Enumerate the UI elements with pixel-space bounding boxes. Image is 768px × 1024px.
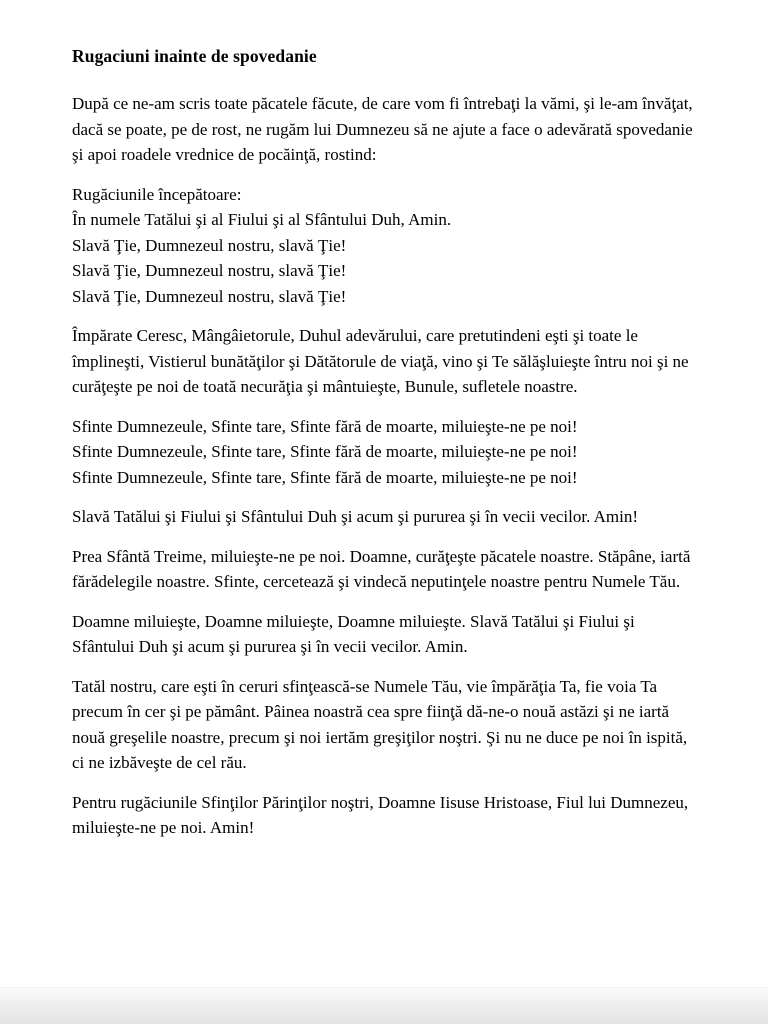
paragraph	[72, 323, 696, 400]
text-line: Împărate Ceresc, Mângâietorule, Duhul adevărului, care pretutindeni eşti şi toate le împlineşti, Vistierul bunătăţilor şi Dătătorule de viaţă, vino şi Te sălăşluieşte întru noi şi ne curăţeşte pe noi de toată necurăţia şi mântuieşte, Bunule, sufletele noastre.	[72, 326, 689, 396]
paragraph	[72, 674, 696, 776]
text-line: Slavă Ţie, Dumnezeul nostru, slavă Ţie!	[72, 286, 347, 306]
text-line: În numele Tatălui şi al Fiului şi al Sfântului Duh, Amin.	[72, 210, 452, 229]
text-line: Rugăciunile începătoare:	[72, 184, 242, 204]
page-bottom-edge	[0, 987, 768, 1024]
text-line: Slavă Tatălui şi Fiului şi Sfântului Duh şi acum şi pururea şi în vecii vecilor. Amin!	[72, 507, 639, 526]
paragraph	[72, 609, 696, 660]
text-line: Sfinte Dumnezeule, Sfinte tare, Sfinte fără de moarte, miluieşte-ne pe noi!	[72, 442, 578, 461]
paragraph	[72, 182, 696, 310]
paragraph	[72, 91, 696, 168]
text-line: După ce ne-am scris toate păcatele făcute, de care vom fi întrebaţi la vămi, şi le-am învăţat, dacă se poate, pe de rost, ne rugăm lui Dumnezeu să ne ajute a face o adevărată spovedanie şi apoi roadele vrednice de pocăinţă, rostind:	[72, 94, 693, 164]
text-line: Prea Sfântă Treime, miluieşte-ne pe noi. Doamne, curăţeşte păcatele noastre. Stăpâne, iartă fărădelegile noastre. Sfinte, cercetează şi vindecă neputinţele noastre pentru Numele Tău.	[72, 546, 691, 591]
document-body	[72, 91, 696, 841]
paragraph	[72, 544, 696, 595]
text-line: Doamne miluieşte, Doamne miluieşte, Doamne miluieşte. Slavă Tatălui şi Fiului şi Sfântului Duh şi acum şi pururea şi în vecii vecilor. Amin.	[72, 611, 635, 656]
text-line: Slavă Ţie, Dumnezeul nostru, slavă Ţie!	[72, 235, 347, 255]
text-line: Tatăl nostru, care eşti în ceruri sfinţească-se Numele Tău, vie împărăţia Ta, fie voia Ta precum în cer şi pe pământ. Pâinea noastră cea spre fiinţă dă-ne-o nouă astăzi şi ne iartă nouă greşelile noastre, precum şi noi iertăm greşiţilor noştri. Şi nu ne duce pe noi în ispită, ci ne izbăveşte de cel rău.	[72, 676, 688, 772]
text-line: Sfinte Dumnezeule, Sfinte tare, Sfinte fără de moarte, miluieşte-ne pe noi!	[72, 467, 578, 487]
paragraph	[72, 790, 696, 841]
paragraph	[72, 414, 696, 491]
text-line: Sfinte Dumnezeule, Sfinte tare, Sfinte fără de moarte, miluieşte-ne pe noi!	[72, 416, 578, 436]
paragraph	[72, 504, 696, 530]
text-line: Pentru rugăciunile Sfinţilor Părinţilor noştri, Doamne Iisuse Hristoase, Fiul lui Dumnezeu, miluieşte-ne pe noi. Amin!	[72, 792, 689, 837]
page-title: Rugaciuni inainte de spovedanie	[72, 46, 317, 66]
text-line: Slavă Ţie, Dumnezeul nostru, slavă Ţie!	[72, 261, 347, 280]
